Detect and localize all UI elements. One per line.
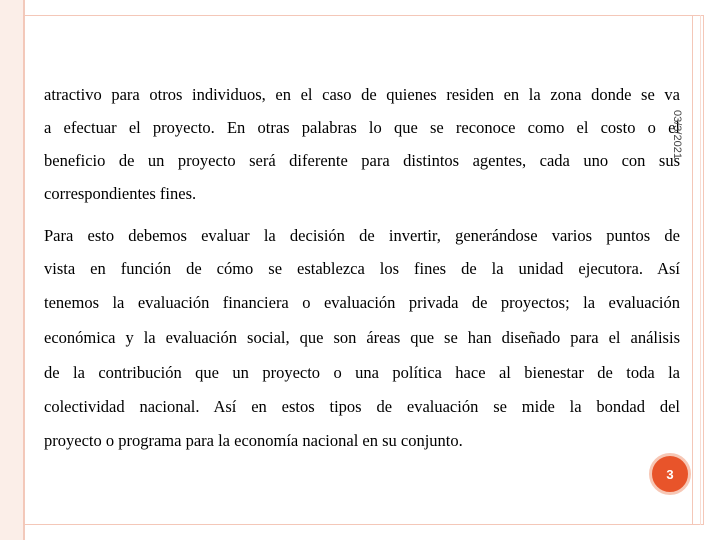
frame-right-line bbox=[692, 15, 693, 525]
paragraph-1-line-1: atractivo para otros individuos, en el caso de quienes residen en la zona donde se va bbox=[44, 85, 680, 104]
paragraph-1-line-4: correspondientes fines. bbox=[44, 184, 197, 203]
paragraph-1-line-3: beneficio de un proyecto será diferente para distintos agentes, cada uno con sus bbox=[44, 151, 680, 170]
paragraph-2-line-6: colectividad nacional. Así en estos tipos de evaluación se mide la bondad del bbox=[44, 397, 680, 416]
left-border-band bbox=[0, 0, 23, 540]
paragraph-2-line-4: económica y la evaluación social, que son áreas que se han diseñado para el análisis bbox=[44, 328, 680, 347]
paragraph-1-line-2: a efectuar el proyecto. En otras palabras lo que se reconoce como el costo o el bbox=[44, 118, 680, 137]
frame-right-outer-line bbox=[700, 15, 701, 525]
paragraph-2-line-7: proyecto o programa para la economía nacional en su conjunto. bbox=[44, 431, 463, 450]
slide-date: 03/3/2021 bbox=[671, 110, 683, 159]
page-number-badge: 3 bbox=[649, 453, 691, 495]
paragraph-2-line-2: vista en función de cómo se establezca los fines de la unidad ejecutora. Así bbox=[44, 259, 680, 278]
paragraph-2-line-5: de la contribución que un proyecto o una política hace al bienestar de toda la bbox=[44, 363, 680, 382]
paragraph-2-line-1: Para esto debemos evaluar la decisión de invertir, generándose varios puntos de bbox=[44, 226, 680, 245]
paragraph-2-line-3: tenemos la evaluación financiera o evaluación privada de proyectos; la evaluación bbox=[44, 293, 680, 312]
